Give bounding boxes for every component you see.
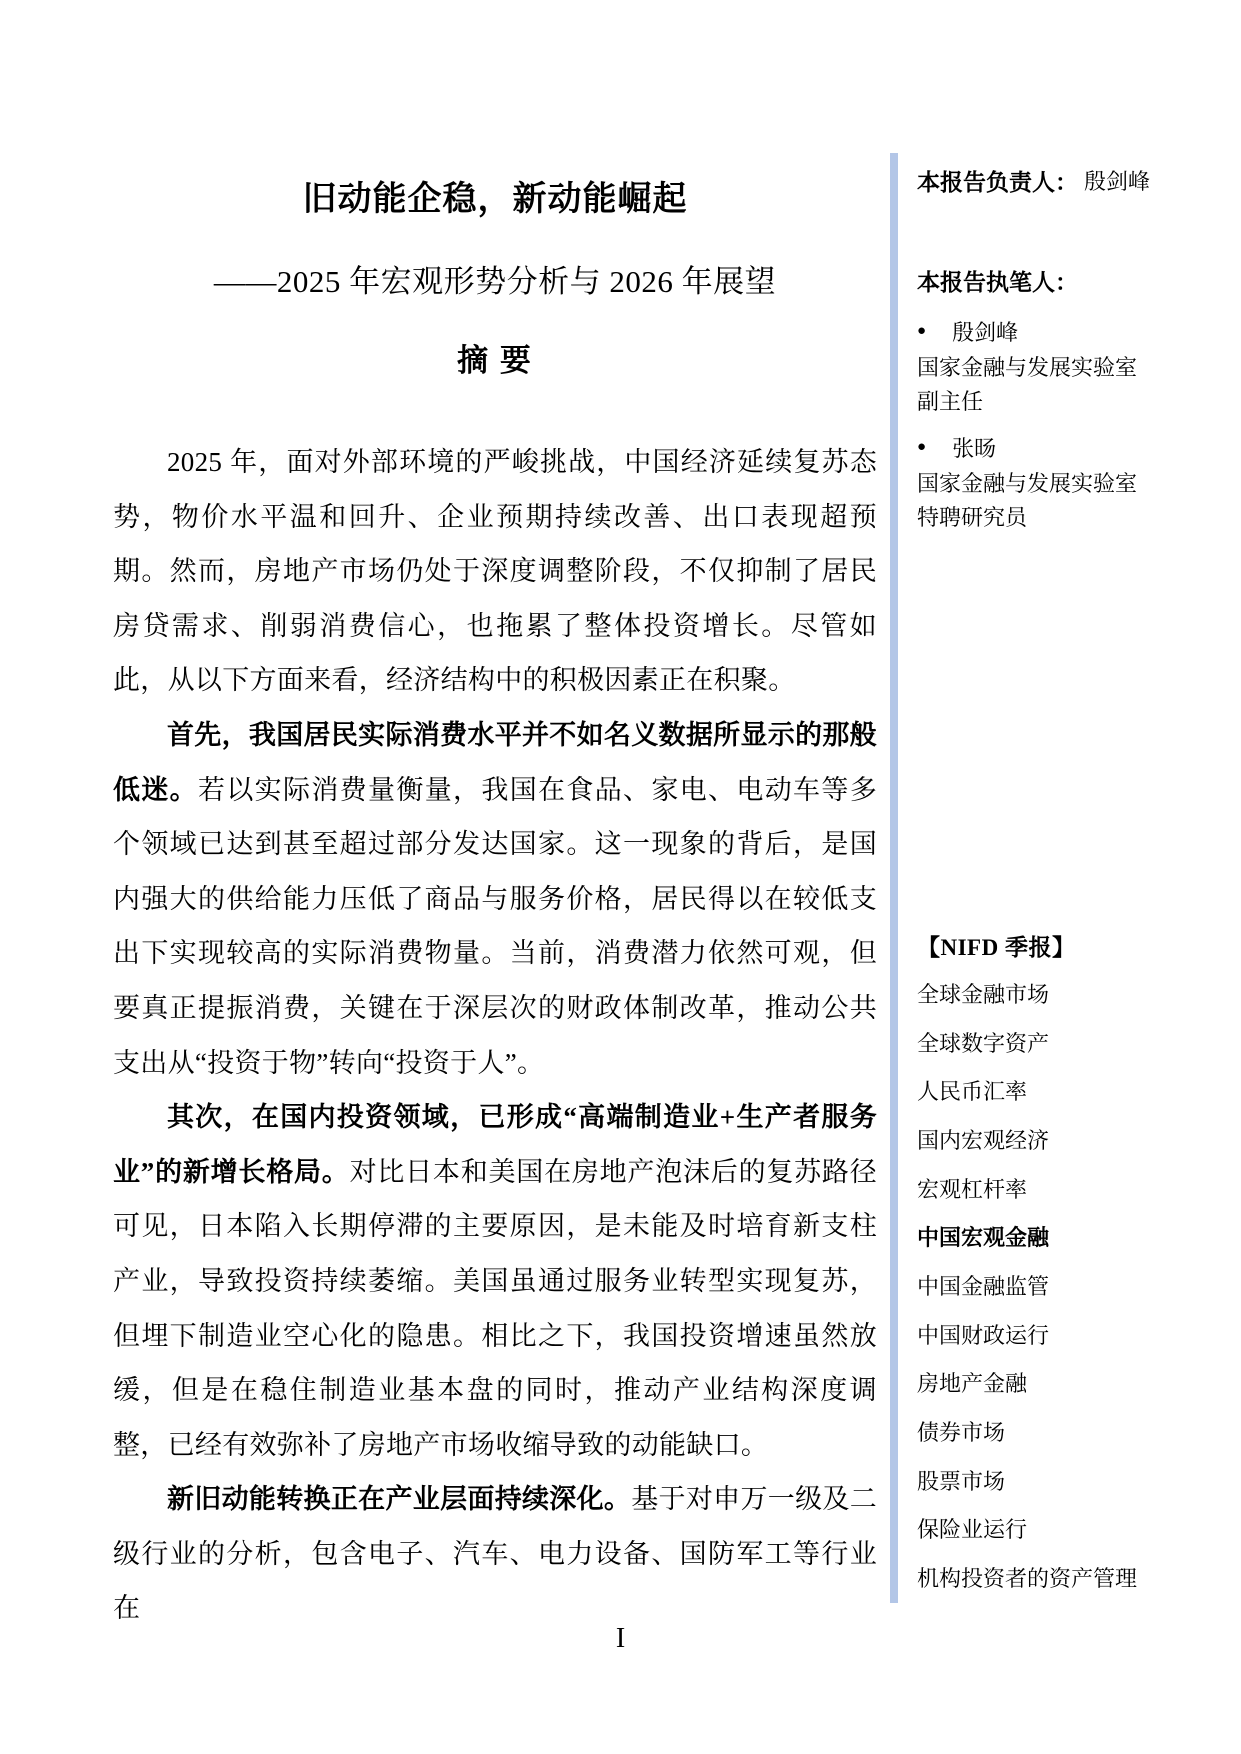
series-list-item: 中国财政运行 [917,1322,1050,1348]
page-footer [0,1622,1241,1656]
series-list-item: 国内宏观经济 [917,1127,1050,1153]
report-lead-name: 殷剑峰 [1084,168,1151,194]
series-list-item: 全球金融市场 [917,981,1050,1007]
nifd-series-heading: 【NIFD 季报】 [917,934,1076,960]
abstract-heading: 摘 要 [457,343,533,378]
author-affiliation: 特聘研究员 [917,505,1028,530]
authors-block [917,311,1167,535]
author-affiliation: 国家金融与发展实验室 [917,355,1138,380]
bullet-icon: ● [917,438,927,455]
paragraph-lead-bold: 其次，在国内投资领域，已形成“高端制造业+生产者服务业”的新增长格局。 [113,1102,877,1187]
series-list-item: 债券市场 [917,1420,1006,1446]
series-list-item: 中国宏观金融 [917,1225,1050,1251]
report-authors-label: 本报告执笔人： [917,269,1078,295]
series-list-item: 中国金融监管 [917,1273,1050,1299]
paragraph-lead-bold: 新旧动能转换正在产业层面持续深化。 [167,1484,632,1515]
series-list-item: 全球数字资产 [917,1030,1050,1056]
paragraph-text: 对比日本和美国在房地产泡沫后的复苏路径可见，日本陷入长期停滞的主要原因，是未能及时培育新支柱产业，导致投资持续萎缩。美国虽通过服务业转型实现复苏，但埋下制造业空心化的隐患。相比之下，我国投资增速虽然放缓，但是在稳住制造业基本盘的同时，推动产业结构深度调整，已经有效弥补了房地产市场收缩导致的动能缺口。 [113,1156,878,1460]
nifd-series-list [917,969,1167,1602]
sidebar-divider [890,153,898,1603]
author-affiliation: 副主任 [917,389,984,414]
series-list-item: 宏观杠杆率 [917,1176,1028,1202]
series-list-item: 股票市场 [917,1468,1006,1494]
paragraph-text: 基于对申万一级及二级行业的分析，包含电子、汽车、电力设备、国防军工等行业在 [113,1484,877,1624]
author-entry [917,311,1167,419]
body-paragraph [113,708,877,1090]
series-list-item: 保险业运行 [917,1517,1028,1543]
body-paragraph [113,435,877,708]
report-title: 旧动能企稳，新动能崛起 [302,180,688,218]
report-lead-row [917,164,1167,196]
series-list-item: 机构投资者的资产管理 [917,1566,1138,1592]
body-paragraph [113,1090,877,1472]
author-name-row [917,427,1167,467]
author-affiliation: 国家金融与发展实验室 [917,471,1138,496]
body-paragraph [113,1472,877,1636]
author-entry [917,427,1167,535]
paragraph-lead-bold: 首先，我国居民实际消费水平并不如名义数据所显示的那般低迷。 [113,719,877,805]
bullet-icon: ● [917,322,927,339]
abstract-body [113,435,877,1636]
series-list-item: 人民币汇率 [917,1079,1028,1105]
author-name: 殷剑峰 [952,319,1019,345]
report-lead-label: 本报告负责人： [917,169,1078,195]
author-name-row [917,311,1167,351]
series-list-item: 房地产金融 [917,1371,1028,1397]
report-subtitle: ——2025 年宏观形势分析与 2026 年展望 [213,264,777,299]
paragraph-text: 若以实际消费量衡量，我国在食品、家电、电动车等多个领域已达到甚至超过部分发达国家。这一现象的背后，是国内强大的供给能力压低了商品与服务价格，居民得以在较低支出下实现较高的实际消费物量。当前，消费潜力依然可观，但要真正提振消费，关键在于深层次的财政体制改革，推动公共支出从“投资于物”转向“投资于人”。 [113,774,878,1078]
page-number: I [615,1623,626,1654]
author-name: 张旸 [952,435,997,461]
paragraph-text: 2025 年，面对外部环境的严峻挑战，中国经济延续复苏态势，物价水平温和回升、企业预期持续改善、出口表现超预期。然而，房地产市场仍处于深度调整阶段，不仅抑制了居民房贷需求、削弱消费信心，也拖累了整体投资增长。尽管如此，从以下方面来看，经济结构中的积极因素正在积聚。 [113,447,877,696]
